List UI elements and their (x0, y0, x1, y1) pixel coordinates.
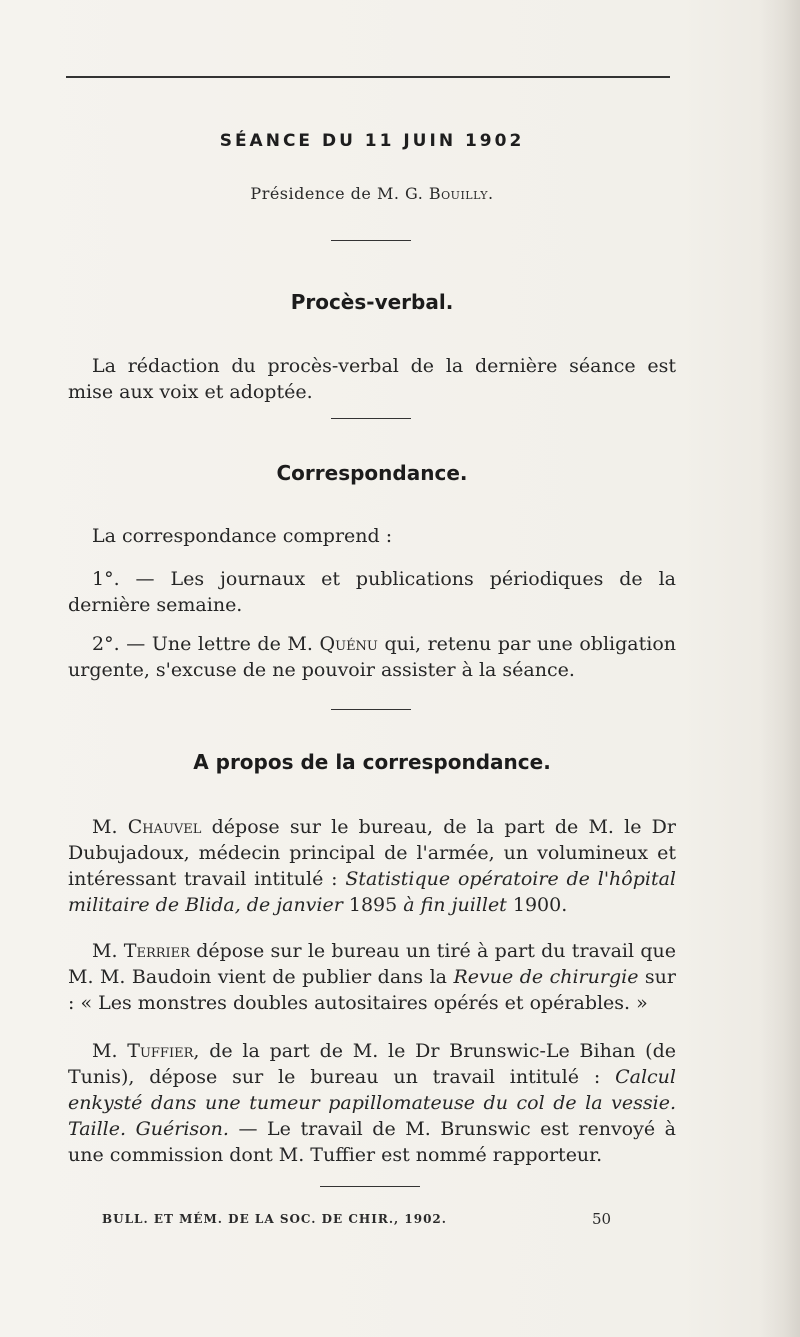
page-edge-shadow (760, 0, 800, 1337)
p1-name: Chauvel (127, 816, 202, 838)
item2-suffix: qui, retenu par une obligation urgente, s'excuse de ne pouvoir assister à la séance. (68, 633, 676, 681)
p1-italic-2: à fin juillet (403, 894, 507, 916)
p3-end: — Le travail de M. Brunswic est renvoyé à une commission dont M. Tuffier est nommé rapporteur. (68, 1118, 676, 1166)
proces-verbal-text: La rédaction du procès-verbal de la dernière séance est mise aux voix et adoptée. (68, 355, 676, 403)
p1-year: 1895 (342, 894, 404, 916)
correspondance-heading: Correspondance. (276, 461, 468, 485)
item2-name: Quénu (319, 633, 378, 655)
p3-prefix: M. (92, 1040, 128, 1062)
p2-text: dépose sur le bureau un tiré à part du travail que M. M. Baudoin vient de publier dans la (68, 940, 676, 988)
top-rule (66, 76, 670, 78)
footer-journal: BULL. ET MÉM. DE LA SOC. DE CHIR., 1902. (102, 1212, 447, 1226)
p1-italic: Statistique opératoire de l'hôpital militaire de Blida, de janvier (68, 868, 676, 916)
section-rule (331, 709, 411, 710)
p2-prefix: M. (92, 940, 124, 962)
session-title: SÉANCE DU 11 JUIN 1902 (219, 131, 525, 151)
item2-prefix: 2°. — Une lettre de M. (92, 633, 320, 655)
p1-text: dépose sur le bureau, de la part de M. le Dr Dubujadoux, médecin principal de l'armée, un volumineux et intéressant travail intitulé : (68, 816, 676, 890)
a-propos-paragraph-2 (68, 938, 676, 1016)
correspondance-intro: La correspondance comprend : (92, 525, 393, 547)
p1-end: 1900. (506, 894, 568, 916)
a-propos-paragraph-3 (68, 1038, 676, 1168)
section-rule (331, 240, 411, 241)
correspondance-item-2 (68, 631, 676, 683)
section-rule (331, 418, 411, 419)
p2-end: sur : « Les monstres doubles autositaires opérés et opérables. » (68, 966, 676, 1014)
section-rule (320, 1186, 420, 1187)
page-number: 50 (592, 1210, 612, 1228)
p3-italic: Calcul enkysté dans une tumeur papillomateuse du col de la vessie. Taille. Guérison. (68, 1066, 676, 1140)
p2-name: Terrier (123, 940, 190, 962)
p2-italic: Revue de chirurgie (453, 966, 639, 988)
proces-verbal-heading: Procès-verbal. (290, 290, 454, 314)
presidence-suffix: . (487, 184, 494, 203)
a-propos-paragraph-1 (68, 814, 676, 918)
correspondance-item-1: 1°. — Les journaux et publications périodiques de la dernière semaine. (68, 568, 676, 616)
presidence-prefix: Présidence de M. G. (250, 184, 429, 203)
p3-text: , de la part de M. le Dr Brunswic-Le Bihan (de Tunis), dépose sur le bureau un travail intitulé : (68, 1040, 676, 1088)
p1-prefix: M. (92, 816, 128, 838)
president-name: Bouilly (428, 184, 488, 203)
p3-name: Tuffier (127, 1040, 194, 1062)
presidence-line (68, 184, 676, 203)
a-propos-heading: A propos de la correspondance. (193, 750, 551, 774)
